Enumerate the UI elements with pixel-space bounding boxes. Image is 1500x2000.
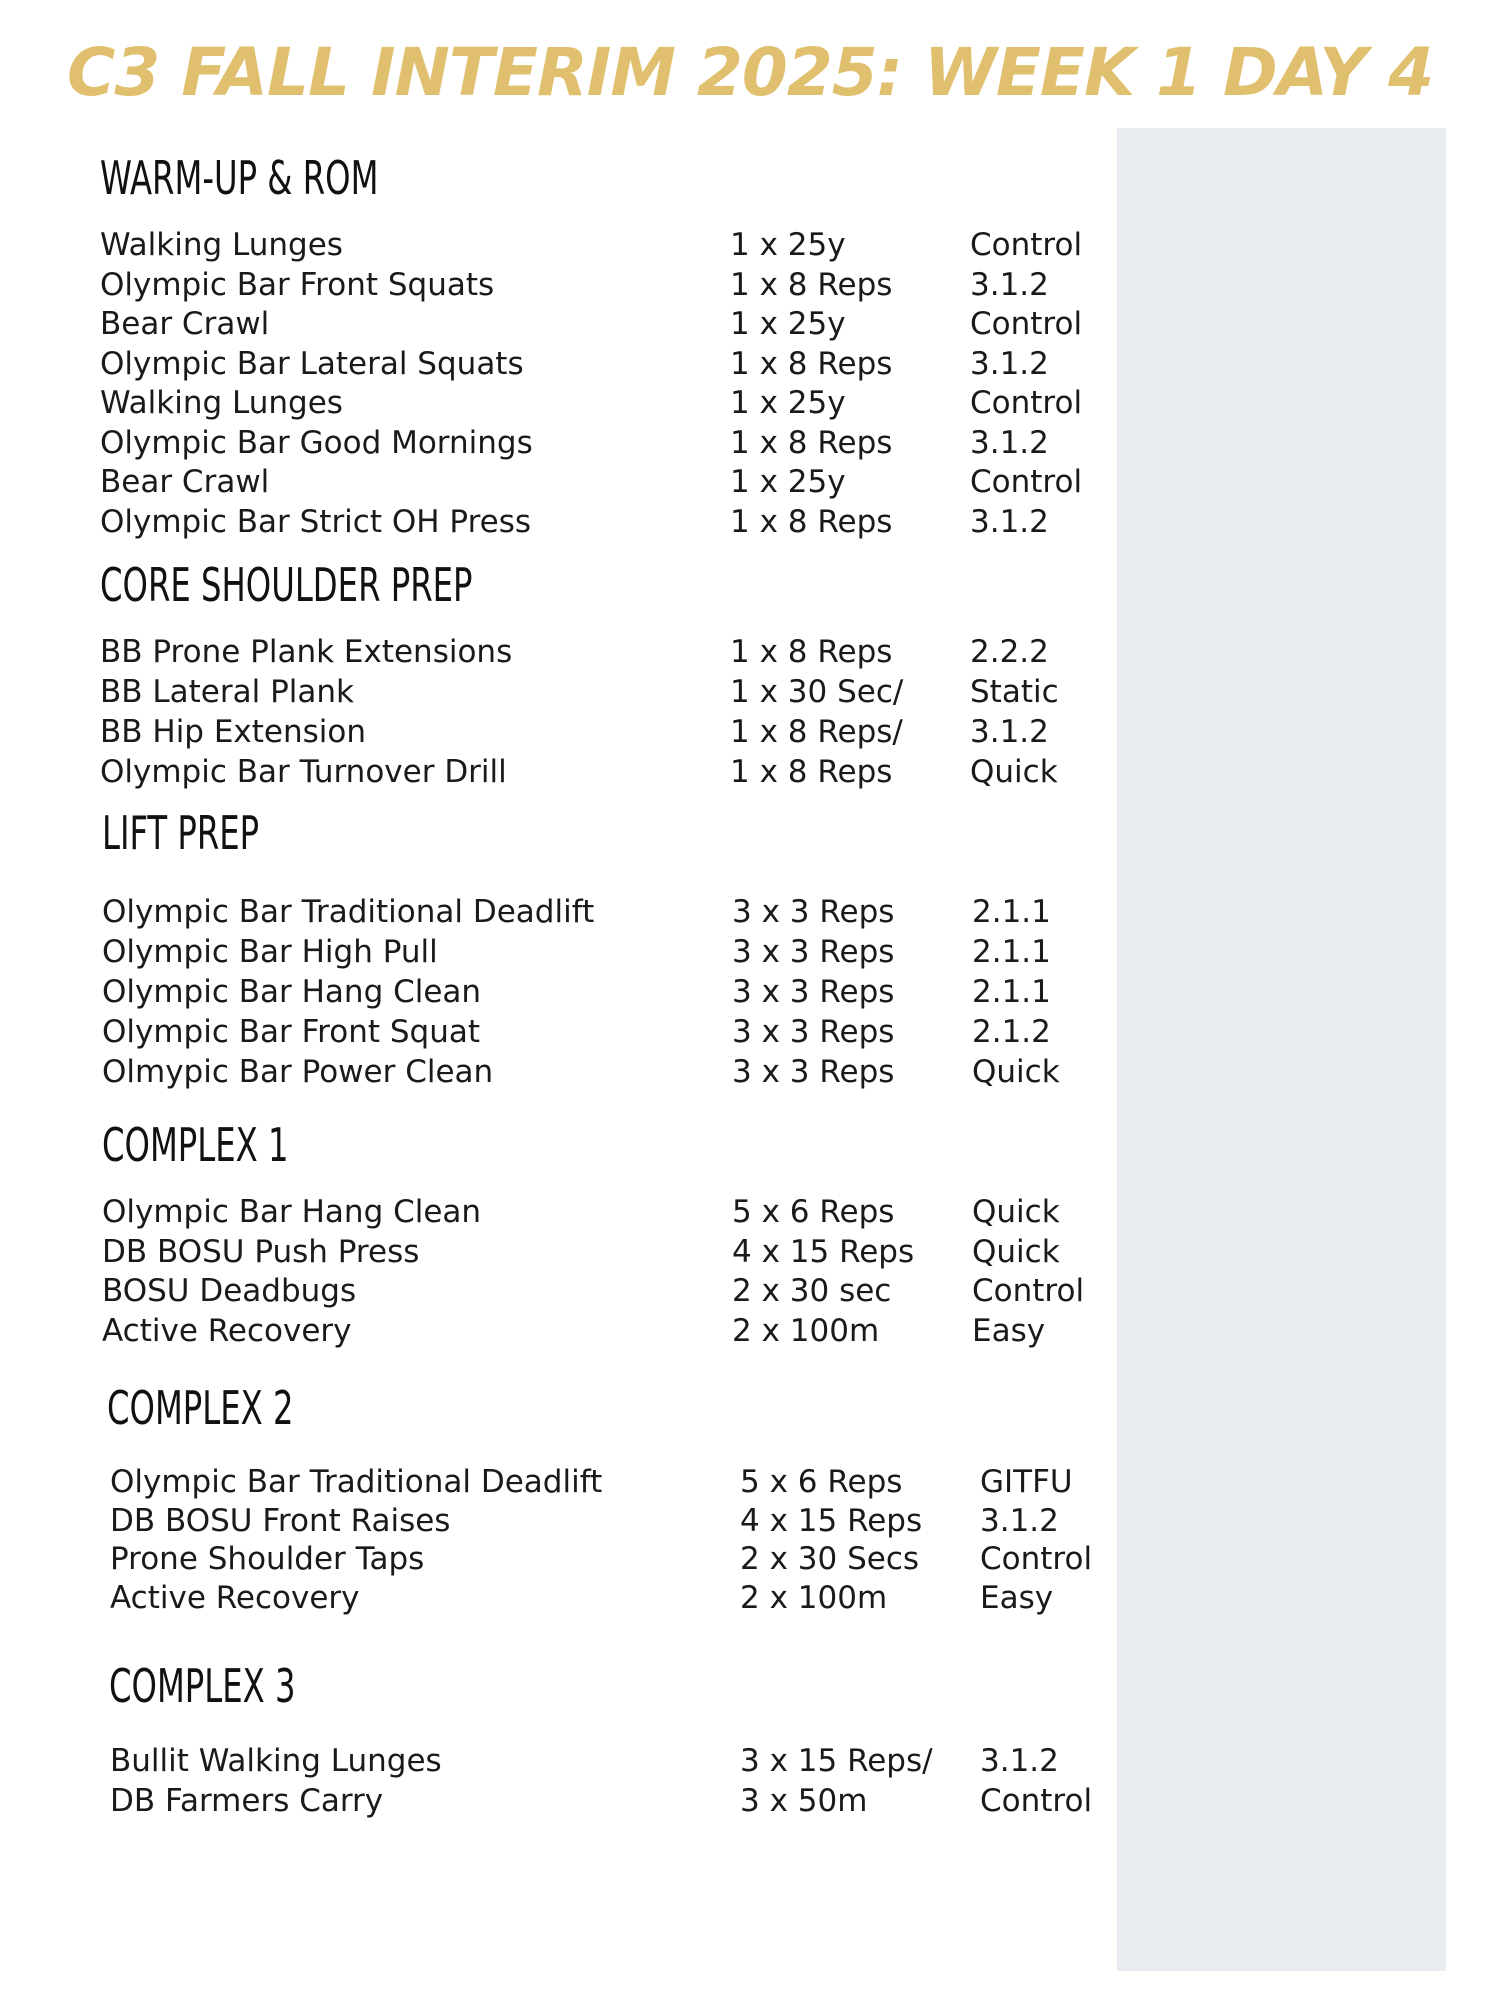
exercise-sets: 1 x 8 Reps bbox=[730, 266, 893, 303]
exercise-name: DB BOSU Push Press bbox=[102, 1233, 420, 1270]
exercise-sets: 5 x 6 Reps bbox=[732, 1194, 895, 1230]
exercise-row bbox=[100, 672, 1140, 712]
exercise-sets: 2 x 100m bbox=[732, 1312, 880, 1349]
exercise-tempo: Quick bbox=[972, 1194, 1060, 1230]
exercise-tempo: Easy bbox=[972, 1312, 1046, 1349]
exercise-row bbox=[102, 1271, 1142, 1311]
exercise-sets: 3 x 3 Reps bbox=[732, 894, 895, 930]
exercise-tempo: Control bbox=[970, 385, 1083, 421]
exercise-name: BB Lateral Plank bbox=[100, 674, 354, 710]
exercise-tempo: 2.1.1 bbox=[972, 934, 1051, 970]
section-heading: CORE SHOULDER PREP bbox=[100, 558, 473, 612]
exercise-row bbox=[100, 344, 1140, 384]
section-heading: COMPLEX 2 bbox=[107, 1381, 294, 1435]
exercise-sets: 3 x 3 Reps bbox=[732, 974, 895, 1010]
exercise-name: Olympic Bar Front Squats bbox=[100, 266, 495, 303]
exercise-name: Olympic Bar Front Squat bbox=[102, 1014, 481, 1050]
exercise-sets: 1 x 30 Sec/ bbox=[730, 674, 904, 710]
exercise-sets: 2 x 30 Secs bbox=[740, 1541, 920, 1577]
exercise-tempo: 2.1.1 bbox=[972, 894, 1051, 930]
exercise-tempo: Quick bbox=[972, 1054, 1060, 1090]
exercise-name: Olympic Bar Traditional Deadlift bbox=[102, 894, 595, 930]
exercise-sets: 1 x 8 Reps bbox=[730, 634, 893, 670]
exercise-sets: 3 x 3 Reps bbox=[732, 1054, 895, 1090]
exercise-sets: 1 x 8 Reps bbox=[730, 424, 893, 461]
exercise-tempo: Control bbox=[970, 464, 1083, 500]
exercise-sets: 4 x 15 Reps bbox=[740, 1502, 923, 1539]
exercise-sets: 1 x 25y bbox=[730, 464, 846, 500]
exercise-tempo: 3.1.2 bbox=[970, 266, 1049, 303]
exercise-name: DB BOSU Front Raises bbox=[110, 1502, 451, 1539]
exercise-tempo: 3.1.2 bbox=[970, 714, 1049, 750]
exercise-row bbox=[100, 752, 1140, 792]
exercise-name: Olympic Bar Hang Clean bbox=[102, 1194, 482, 1230]
exercise-name: Prone Shoulder Taps bbox=[110, 1541, 425, 1577]
exercise-sets: 1 x 25y bbox=[730, 385, 846, 421]
exercise-name: Olympic Bar Turnover Drill bbox=[100, 754, 507, 790]
exercise-name: Olympic Bar Strict OH Press bbox=[100, 503, 532, 540]
exercise-sets: 3 x 3 Reps bbox=[732, 934, 895, 970]
section-heading: WARM-UP & ROM bbox=[100, 151, 379, 205]
exercise-tempo: Control bbox=[980, 1783, 1093, 1819]
exercise-sets: 2 x 100m bbox=[740, 1579, 888, 1616]
exercise-tempo: Easy bbox=[980, 1579, 1054, 1616]
exercise-name: Walking Lunges bbox=[100, 385, 343, 421]
exercise-tempo: Quick bbox=[970, 754, 1058, 790]
exercise-sets: 1 x 25y bbox=[730, 306, 846, 342]
exercise-tempo: Control bbox=[970, 306, 1083, 342]
exercise-row bbox=[100, 712, 1140, 752]
exercise-sets: 3 x 50m bbox=[740, 1783, 868, 1819]
exercise-row bbox=[102, 1311, 1142, 1351]
exercise-row bbox=[110, 1781, 1150, 1821]
exercise-tempo: Control bbox=[970, 227, 1083, 263]
exercise-name: BB Hip Extension bbox=[100, 714, 367, 750]
exercise-name: Bear Crawl bbox=[100, 306, 270, 342]
exercise-sets: 1 x 8 Reps bbox=[730, 503, 893, 540]
exercise-name: Active Recovery bbox=[110, 1579, 360, 1616]
exercise-row bbox=[110, 1501, 1150, 1541]
exercise-name: Bullit Walking Lunges bbox=[110, 1743, 442, 1779]
exercise-tempo: 3.1.2 bbox=[980, 1502, 1059, 1539]
exercise-row bbox=[100, 502, 1140, 542]
exercise-name: BOSU Deadbugs bbox=[102, 1273, 357, 1309]
exercise-name: Walking Lunges bbox=[100, 227, 343, 263]
exercise-tempo: Static bbox=[970, 674, 1059, 710]
exercise-sets: 1 x 8 Reps/ bbox=[730, 714, 903, 750]
exercise-row bbox=[110, 1741, 1150, 1781]
exercise-sets: 4 x 15 Reps bbox=[732, 1233, 915, 1270]
section-heading: COMPLEX 1 bbox=[102, 1118, 289, 1172]
exercise-row bbox=[110, 1578, 1150, 1618]
exercise-name: Olympic Bar Lateral Squats bbox=[100, 345, 524, 382]
exercise-sets: 1 x 25y bbox=[730, 227, 846, 263]
exercise-row bbox=[100, 632, 1140, 672]
exercise-sets: 3 x 15 Reps/ bbox=[740, 1743, 933, 1779]
exercise-name: BB Prone Plank Extensions bbox=[100, 634, 513, 670]
exercise-tempo: 3.1.2 bbox=[970, 503, 1049, 540]
exercise-tempo: Quick bbox=[972, 1233, 1060, 1270]
exercise-name: Active Recovery bbox=[102, 1312, 352, 1349]
exercise-row bbox=[100, 304, 1140, 344]
exercise-name: Olympic Bar Good Mornings bbox=[100, 424, 533, 461]
exercise-row bbox=[102, 1052, 1142, 1092]
exercise-name: Olmypic Bar Power Clean bbox=[102, 1054, 494, 1090]
exercise-name: DB Farmers Carry bbox=[110, 1783, 384, 1819]
exercise-row bbox=[100, 265, 1140, 305]
exercise-row bbox=[102, 892, 1142, 932]
exercise-sets: 2 x 30 sec bbox=[732, 1273, 892, 1309]
exercise-row bbox=[100, 462, 1140, 502]
exercise-sets: 5 x 6 Reps bbox=[740, 1464, 903, 1500]
exercise-tempo: Control bbox=[980, 1541, 1093, 1577]
exercise-tempo: 3.1.2 bbox=[970, 424, 1049, 461]
exercise-sets: 3 x 3 Reps bbox=[732, 1014, 895, 1050]
exercise-row bbox=[100, 423, 1140, 463]
exercise-tempo: 3.1.2 bbox=[980, 1743, 1059, 1779]
exercise-tempo: 2.2.2 bbox=[970, 634, 1049, 670]
exercise-row bbox=[110, 1462, 1150, 1502]
exercise-tempo: 3.1.2 bbox=[970, 345, 1049, 382]
section-heading: COMPLEX 3 bbox=[109, 1659, 296, 1713]
exercise-row bbox=[100, 225, 1140, 265]
exercise-name: Bear Crawl bbox=[100, 464, 270, 500]
exercise-tempo: 2.1.2 bbox=[972, 1014, 1051, 1050]
exercise-name: Olympic Bar Hang Clean bbox=[102, 974, 482, 1010]
exercise-sets: 1 x 8 Reps bbox=[730, 754, 893, 790]
exercise-row bbox=[102, 1232, 1142, 1272]
exercise-row bbox=[102, 932, 1142, 972]
section-heading: LIFT PREP bbox=[102, 806, 260, 860]
exercise-name: Olympic Bar Traditional Deadlift bbox=[110, 1464, 603, 1500]
exercise-row bbox=[102, 972, 1142, 1012]
exercise-sets: 1 x 8 Reps bbox=[730, 345, 893, 382]
exercise-name: Olympic Bar High Pull bbox=[102, 934, 438, 970]
exercise-tempo: Control bbox=[972, 1273, 1085, 1309]
exercise-row bbox=[110, 1539, 1150, 1579]
page-title: C3 FALL INTERIM 2025: WEEK 1 DAY 4 bbox=[66, 34, 1434, 111]
exercise-tempo: 2.1.1 bbox=[972, 974, 1051, 1010]
exercise-tempo: GITFU bbox=[980, 1464, 1073, 1500]
exercise-row bbox=[102, 1012, 1142, 1052]
exercise-row bbox=[100, 383, 1140, 423]
notes-panel bbox=[1117, 128, 1446, 1971]
exercise-row bbox=[102, 1192, 1142, 1232]
